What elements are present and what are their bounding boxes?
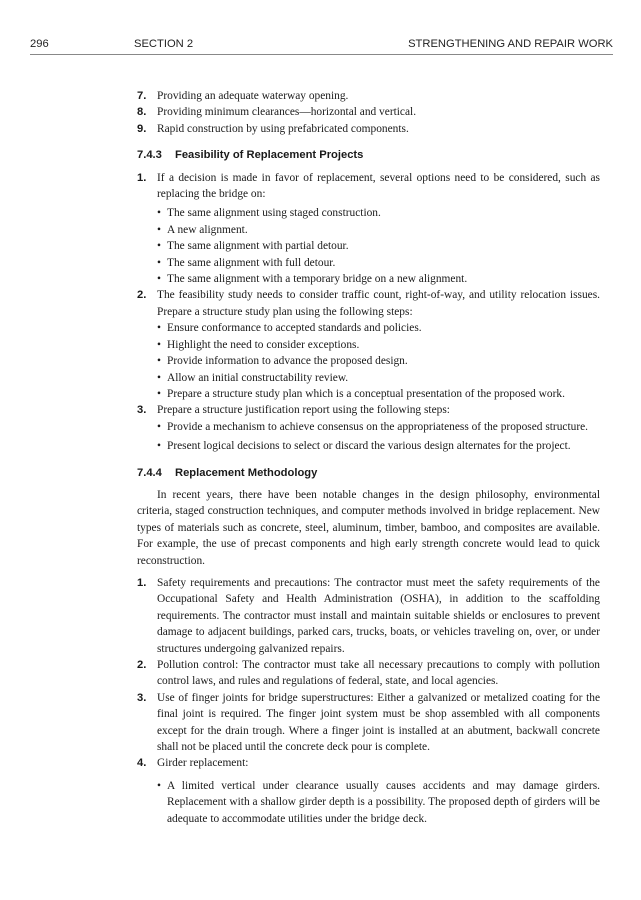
- bullet-text: Allow an initial constructability review.: [167, 371, 349, 384]
- bullet-list: [137, 205, 600, 287]
- item-number: 7.: [137, 90, 147, 102]
- bullet-list: [137, 778, 600, 827]
- item-number: 2.: [137, 289, 147, 302]
- bullet-item: • The same alignment with a temporary bridge on a new alignment.: [157, 273, 468, 286]
- item-number: 1.: [137, 576, 147, 589]
- bullet-item: • The same alignment with partial detour.: [157, 240, 349, 253]
- list-item: [137, 575, 600, 657]
- item-text: Use of finger joints for bridge superstructures: Either a galvanized or metalized coating for the final joint is required. The finger joint system must be shop assembled with all components except for the drain trough. Where a finger joint is installed at an abutment, backwall concrete shall not be placed until the concrete deck pour is complete.: [157, 691, 600, 754]
- item-number: 9.: [137, 122, 147, 135]
- item-number: 1.: [137, 171, 147, 184]
- section-heading-7-4-3: [137, 147, 600, 163]
- bullet-text: Highlight the need to consider exceptions.: [167, 338, 360, 351]
- item-text: If a decision is made in favor of replacement, several options need to be considered, such as replacing the bridge on:: [157, 171, 600, 201]
- item-number: 2.: [137, 659, 147, 671]
- list-item: [137, 170, 600, 203]
- bullet-item: • Provide information to advance the proposed design.: [157, 355, 408, 368]
- item-text: Safety requirements and precautions: The contractor must meet the safety requirements of the Occupational Safety and Health Administration (OSHA), in addition to the scaffolding requirements. The contractor must install and maintain suitable shields or enclosures to prevent damage to adjacent buildings, parked cars, trucks, boats, or vehicles traveling on, over, or under structures undergoing galvanized repairs.: [157, 576, 600, 655]
- item-text: Providing an adequate waterway opening.: [157, 90, 349, 102]
- bullet-list: [137, 320, 600, 402]
- list-item: [137, 121, 600, 137]
- bullet-item: • A limited vertical under clearance usually causes accidents and may damage girders. Replacement with a shallow girder depth is a possibility. The proposed depth of girders will be adequate to accommodate utilities under the bridge deck.: [157, 779, 600, 825]
- item-number: 4.: [137, 757, 147, 770]
- item-number: 3.: [137, 691, 147, 704]
- bullet-text: Prepare a structure study plan which is a conceptual presentation of the proposed work.: [167, 387, 565, 400]
- bullet-item: • Allow an initial constructability review.: [157, 371, 349, 384]
- bullet-text: The same alignment with full detour.: [167, 256, 336, 269]
- item-number: 3.: [137, 404, 147, 417]
- bullet-text: Provide information to advance the proposed design.: [167, 355, 408, 368]
- bullet-item: • Present logical decisions to select or discard the various design alternates for the project.: [157, 440, 571, 453]
- bullet-text: A limited vertical under clearance usually causes accidents and may damage girders. Replacement with a shallow girder depth is a possibility. The proposed depth of girders will be adequate to accommodate utilities under the bridge deck.: [167, 779, 600, 825]
- page-number: 296: [30, 38, 49, 50]
- item-text: Girder replacement:: [157, 757, 249, 770]
- list-item: [137, 755, 600, 771]
- bullet-item: • The same alignment with full detour.: [157, 256, 336, 269]
- section-number: 7.4.3: [137, 149, 162, 162]
- bullet-item: • Highlight the need to consider exceptions.: [157, 338, 360, 351]
- running-header: [30, 38, 613, 55]
- list-item: [137, 657, 600, 690]
- section-number: 7.4.4: [137, 466, 162, 479]
- bullet-text: The same alignment with partial detour.: [167, 240, 349, 253]
- bullet-text: Provide a mechanism to achieve consensus on the appropriateness of the proposed structure.: [167, 420, 589, 433]
- bullet-item: • A new alignment.: [157, 223, 248, 236]
- page-body: [137, 88, 600, 827]
- list-item: [137, 287, 600, 320]
- bullet-item: • Prepare a structure study plan which is a conceptual presentation of the proposed work.: [157, 387, 565, 400]
- bullet-item: • Provide a mechanism to achieve consensus on the appropriateness of the proposed structure.: [157, 420, 589, 433]
- section-label: SECTION 2: [134, 38, 194, 50]
- chapter-title: STRENGTHENING AND REPAIR WORK: [408, 38, 613, 50]
- bullet-text: The same alignment with a temporary bridge on a new alignment.: [167, 273, 468, 286]
- item-number: 8.: [137, 106, 147, 119]
- item-text: Pollution control: The contractor must take all necessary precautions to comply with pollution control laws, and rules and regulations of federal, state, and local agencies.: [157, 659, 600, 688]
- bullet-item: • The same alignment using staged construction.: [157, 207, 381, 220]
- item-text: Providing minimum clearances—horizontal and vertical.: [157, 106, 417, 119]
- section-heading-7-4-4: [137, 465, 600, 481]
- item-text: Prepare a structure justification report using the following steps:: [157, 404, 450, 417]
- bullet-text: The same alignment using staged construction.: [167, 207, 381, 220]
- bullet-item: • Ensure conformance to accepted standards and policies.: [157, 322, 422, 335]
- bullet-text: Ensure conformance to accepted standards and policies.: [167, 322, 422, 335]
- intro-paragraph: In recent years, there have been notable changes in the design philosophy, environmental criteria, staged construction techniques, and computer methods involved in bridge replacement. New types of materials such as concrete, steel, aluminum, timber, bamboo, and composites are available. For example, the use of precast components and high early strength concrete would lead to quick reconstruction.: [137, 488, 600, 567]
- list-item: [137, 402, 600, 418]
- section-title: Feasibility of Replacement Projects: [175, 149, 364, 162]
- list-item: [137, 88, 600, 104]
- item-text: The feasibility study needs to consider traffic count, right-of-way, and utility relocation issues. Prepare a structure study plan using the following steps:: [157, 289, 600, 318]
- list-item: [137, 690, 600, 756]
- list-item: [137, 104, 600, 120]
- item-text: Rapid construction by using prefabricated components.: [157, 122, 409, 135]
- bullet-text: Present logical decisions to select or discard the various design alternates for the project.: [167, 440, 571, 453]
- section-title: Replacement Methodology: [175, 466, 318, 479]
- bullet-list: [137, 419, 600, 455]
- bullet-text: A new alignment.: [167, 223, 248, 236]
